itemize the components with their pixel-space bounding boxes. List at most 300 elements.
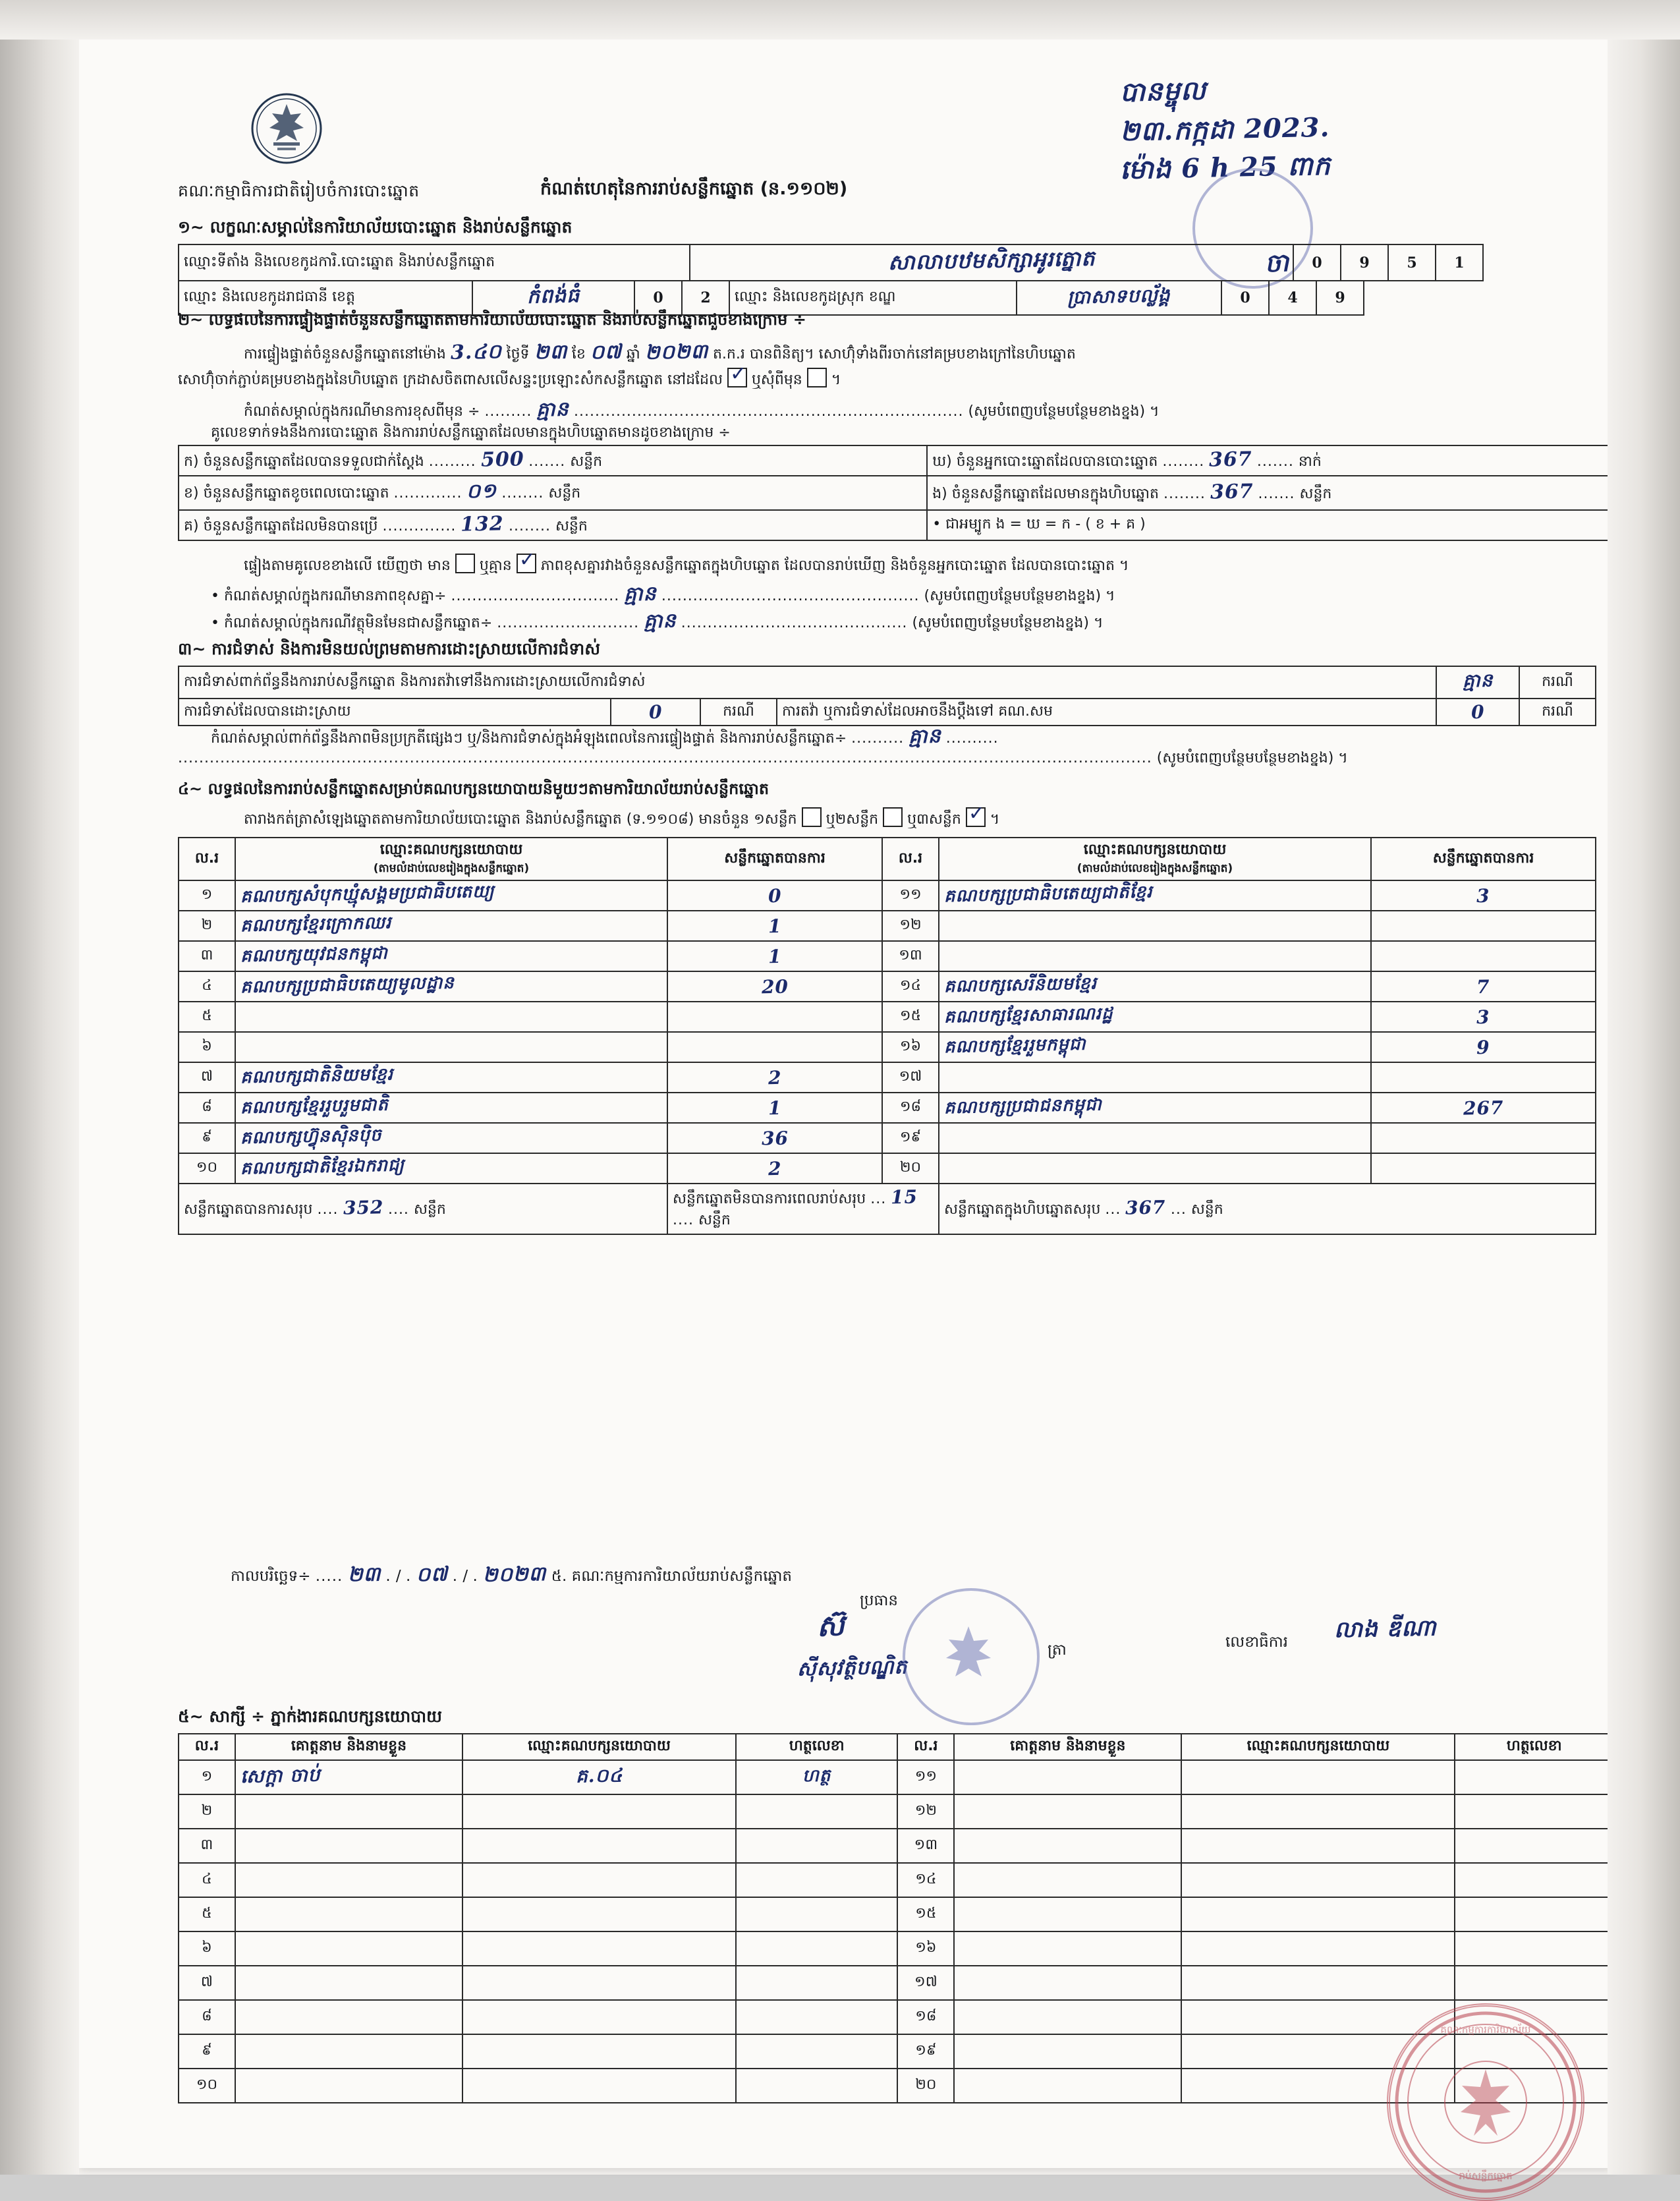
row-no: ៤	[179, 971, 235, 1002]
witness-party	[1181, 1829, 1455, 1863]
witness-name	[954, 2000, 1181, 2034]
tally-two-sheet-label: ឬ២សន្លឹក	[826, 811, 879, 828]
svg-text:រាប់សន្លឹកឆ្នោត: រាប់សន្លឹកឆ្នោត	[1459, 2170, 1513, 2182]
chair-name-handwritten: ស៊ីសុវត្ថិបណ្ឌិត	[797, 1655, 908, 1681]
section-5-heading: ៥~ សាក្សី ÷ ភ្នាក់ងារគណបក្សនយោបាយ	[178, 1707, 442, 1726]
table-row	[179, 1794, 1613, 1829]
witness-party	[462, 1829, 736, 1863]
verify-month-value: ០៧	[590, 340, 622, 364]
figure-a-cell: ក) ចំនួនសន្លឹកឆ្នោតដែលបានទទួលជាក់ស្តែង ......... 500 ....... សន្លឹក	[179, 445, 927, 476]
table-row	[179, 699, 1596, 726]
row-votes: 2	[667, 1153, 882, 1184]
row-votes: 9	[1371, 1032, 1596, 1062]
verify-year-value: ២០២៣	[644, 339, 709, 365]
witness-sign	[736, 1794, 898, 1829]
witness-party	[462, 1863, 736, 1897]
witness-sign: ហត្ថ	[736, 1760, 898, 1794]
red-official-stamp	[1387, 2003, 1584, 2201]
witness-no: ១៧	[897, 1966, 954, 2000]
row-party	[939, 1062, 1371, 1093]
verify-year-label: ឆ្នាំ	[626, 346, 640, 362]
note-difference-tail: (សូមបំពេញបន្ថែមបន្ថែមខាងខ្នង) ។	[968, 403, 1160, 420]
section-4-heading: ៤~ លទ្ធផលនៃការរាប់សន្លឹកឆ្នោតសម្រាប់គណបក្សនយោបាយនិមួយៗតាមការិយាល័យរាប់សន្លឹកឆ្នោត	[178, 780, 770, 798]
section-1-table-wrap	[178, 244, 1484, 316]
table-row	[179, 1093, 1596, 1123]
valid-total-value: 352	[343, 1196, 384, 1219]
header-votes-left: សន្លឹកឆ្នោតបានការ	[667, 838, 882, 880]
invalid-total-label: សន្លឹកឆ្នោតមិនបានការពេលរាប់សរុប	[673, 1191, 866, 1207]
row-party	[939, 1123, 1371, 1153]
objection-main-label: ការជំទាស់ពាក់ព័ន្ធនឹងការរាប់សន្លឹកឆ្នោត និងការតវ៉ាទៅនឹងការដោះស្រាយលើការជំទាស់	[179, 666, 1436, 699]
row-no: ១៧	[882, 1062, 939, 1093]
witness-sign	[1455, 1966, 1613, 2000]
row-no: ៩	[179, 1123, 235, 1153]
header-party-right	[939, 838, 1371, 880]
irregularity-note-tail: ......................................................................................................................................................................................... (សូមបំពេញបន្ថែមបន្ថែមខាងខ្នង) ។	[178, 750, 1348, 766]
table-row	[179, 244, 1483, 281]
district-code-digit-1: 0	[1221, 281, 1269, 315]
header-votes-right: សន្លឹកឆ្នោតបានការ	[1371, 838, 1596, 880]
invalid-total-cell: សន្លឹកឆ្នោតមិនបានការពេលរាប់សរុប ... 15 .... សន្លឹក	[667, 1184, 939, 1234]
row-party: គណបក្សហ៊្វុនស៊ិនប៉ិច	[235, 1123, 667, 1153]
witness-sign	[1455, 1931, 1613, 1966]
table-row	[179, 941, 1596, 971]
header-party-left	[235, 838, 667, 880]
witness-sign	[736, 2069, 898, 2103]
witness-no: ៧	[179, 1966, 235, 2000]
valid-total-label: សន្លឹកឆ្នោតបានការសរុប	[184, 1201, 313, 1218]
chair-label: ប្រធាន	[860, 1592, 898, 1609]
row-no: ១៣	[882, 941, 939, 971]
row-votes: 20	[667, 971, 882, 1002]
section-3-heading: ៣~ ការជំទាស់ និងការមិនយល់ព្រមតាមការដោះស្រាយលើការជំទាស់	[178, 639, 601, 658]
witness-no: ២	[179, 1794, 235, 1829]
row-votes: 1	[667, 911, 882, 941]
row-votes: 267	[1371, 1093, 1596, 1123]
witness-party	[1181, 1794, 1455, 1829]
difference-no-checkbox[interactable]	[517, 554, 536, 573]
row-party: គណបក្សខ្មែររួបរួមជាតិ	[235, 1093, 667, 1123]
difference-statement	[244, 554, 1129, 577]
organization-name: គណៈកម្មាធិការជាតិរៀបចំការបោះឆ្នោត	[178, 181, 420, 200]
row-votes: 3	[1371, 1002, 1596, 1032]
objection-resolved-unit: ករណី	[700, 699, 777, 726]
witness-name	[954, 1794, 1181, 1829]
witness-party	[462, 2000, 736, 2034]
figure-a-label: ចំនួនសន្លឹកឆ្នោតដែលបានទទួលជាក់ស្តែង	[203, 453, 424, 470]
invalid-total-value: 15	[890, 1186, 918, 1209]
difference-note-label: • កំណត់សម្គាល់ក្នុងករណីមានភាពខុសគ្នា÷	[211, 588, 447, 604]
witness-party	[462, 1897, 736, 1931]
seal-same-checkbox[interactable]	[727, 368, 747, 387]
party-results-table	[178, 837, 1596, 1235]
witness-party	[462, 1931, 736, 1966]
witness-name	[235, 1829, 462, 1863]
header-no-left: ល.រ	[179, 838, 235, 880]
secretary-label: លេខាធិការ	[1225, 1634, 1288, 1651]
figure-b-label: ចំនួនសន្លឹកឆ្នោតខូចពេលបោះឆ្នោត	[203, 485, 389, 501]
box-total-label: សន្លឹកឆ្នោតក្នុងហិបឆ្នោតសរុប	[944, 1201, 1101, 1218]
tally-three-sheet-label: ឬ៣សន្លឹក	[907, 811, 961, 828]
row-no: ១៤	[882, 971, 939, 1002]
figure-formula-cell	[927, 510, 1613, 540]
witness-sign	[1455, 1897, 1613, 1931]
figure-b-cell: ខ) ចំនួនសន្លឹកឆ្នោតខូចពេលបោះឆ្នោត ............. ០១ ........ សន្លឹក	[179, 476, 927, 510]
witness-no: ៩	[179, 2034, 235, 2069]
row-party	[939, 941, 1371, 971]
witness-no: ១៨	[897, 2000, 954, 2034]
vote-figures-table	[178, 445, 1614, 541]
table-row	[179, 1062, 1596, 1093]
table-row	[179, 1002, 1596, 1032]
witness-sign	[1455, 1863, 1613, 1897]
stamp-emblem-icon	[922, 1615, 1015, 1696]
station-label: ឈ្មោះទីតាំង និងលេខកូដការិ.បោះឆ្នោត និងរាប់សន្លឹកឆ្នោត	[179, 244, 690, 281]
witness-name	[235, 1897, 462, 1931]
table-row	[179, 666, 1596, 699]
table-row	[179, 880, 1596, 911]
witness-name	[235, 2000, 462, 2034]
station-code-digit-3: 5	[1388, 244, 1436, 281]
row-party: គណបក្សខ្មែរសាធារណរដ្ឋ	[939, 1002, 1371, 1032]
table-row	[179, 971, 1596, 1002]
district-name-value: ប្រាសាទបល្ល័ង្គ	[1067, 283, 1171, 308]
figures-table-wrap	[178, 445, 1614, 541]
figure-d-label: ចំនួនអ្នកបោះឆ្នោតដែលបានបោះឆ្នោត	[956, 453, 1158, 470]
figure-d-cell: ឃ) ចំនួនអ្នកបោះឆ្នោតដែលបានបោះឆ្នោត ........ 367 ....... នាក់	[927, 445, 1613, 476]
irregularity-note-label: កំណត់សម្គាល់ពាក់ព័ន្ធនឹងភាពមិនប្រក្រតីផ្សេងៗ ឬ/និងការជំទាស់ក្នុងអំឡុងពេលនៃការផ្ទៀងផ្ទាត់ និងការរាប់សន្លឹកឆ្នោត÷	[211, 730, 847, 747]
paper-sheet	[79, 20, 1614, 2182]
objection-table-wrap	[178, 666, 1596, 726]
witness-party	[1181, 1931, 1455, 1966]
witness-header-sign-left: ហត្ថលេខា	[736, 1734, 898, 1760]
figure-e-label: ចំនួនសន្លឹកឆ្នោតដែលមានក្នុងហិបឆ្នោត	[951, 486, 1159, 502]
witness-name	[954, 1897, 1181, 1931]
note-difference-value: គ្មាន	[536, 397, 570, 422]
station-name-cell	[690, 244, 1293, 281]
row-party: គណបក្សខ្មែររួមកម្ពុជា	[939, 1032, 1371, 1062]
witness-party	[462, 2069, 736, 2103]
seal-diff-checkbox[interactable]	[807, 368, 827, 387]
witness-name	[235, 2034, 462, 2069]
table-row	[179, 476, 1613, 510]
tally-three-sheet-checkbox[interactable]	[966, 807, 986, 827]
valid-total-cell: សន្លឹកឆ្នោតបានការសរុប .... 352 .... សន្លឹក	[179, 1184, 667, 1234]
table-row	[179, 1829, 1613, 1863]
verify-month-label: ខែ	[571, 346, 586, 362]
row-no: ៨	[179, 1093, 235, 1123]
figure-d-unit: នាក់	[1298, 453, 1322, 470]
header-party-left-main: ឈ្មោះគណបក្សនយោបាយ	[379, 842, 523, 858]
station-code-digit-1: 0	[1293, 244, 1341, 281]
figure-b-value: ០១	[466, 479, 497, 503]
date-label: កាលបរិច្ឆេទ÷	[231, 1568, 311, 1585]
box-total-unit: សន្លឹក	[1190, 1201, 1223, 1218]
objection-resolved-label: ការជំទាស់ដែលបានដោះស្រាយ	[179, 699, 611, 726]
table-row	[179, 1760, 1613, 1794]
note-signature: ចា	[1264, 247, 1290, 278]
verify-day-label: ថ្ងៃទី	[506, 346, 530, 362]
nonballot-note-value: គ្មាន	[643, 609, 677, 633]
witness-sign	[1455, 1760, 1613, 1794]
difference-no-label: ឬគ្មាន	[479, 557, 512, 574]
witness-name	[954, 1760, 1181, 1794]
station-code-digit-4: 1	[1436, 244, 1483, 281]
district-code-digit-2: 4	[1269, 281, 1316, 315]
table-row	[179, 1931, 1613, 1966]
witness-name	[235, 1931, 462, 1966]
figure-a-key: ក)	[184, 453, 199, 470]
header-no-right: ល.រ	[882, 838, 939, 880]
irregularity-note-line: កំណត់សម្គាល់ពាក់ព័ន្ធនឹងភាពមិនប្រក្រតីផ្សេងៗ ឬ/និងការជំទាស់ក្នុងអំឡុងពេលនៃការផ្ទៀងផ្ទាត់ និងការរាប់សន្លឹកឆ្នោត÷ .......... គ្មាន ..........	[211, 724, 999, 753]
row-no: ១៩	[882, 1123, 939, 1153]
header-party-left-sub: (តាមលំដាប់លេខរៀងក្នុងសន្លឹកឆ្នោត)	[373, 862, 530, 875]
national-emblem-logo	[247, 92, 326, 165]
scan-shadow-left	[0, 0, 79, 2175]
witness-name	[954, 1966, 1181, 2000]
province-label: ឈ្មោះ និងលេខកូដរាជធានី ខេត្ត	[179, 281, 472, 315]
figure-d-value: 367	[1208, 447, 1253, 472]
witness-no: ១៥	[897, 1897, 954, 1931]
witness-party	[462, 2034, 736, 2069]
figure-a-value: 500	[480, 447, 524, 472]
witness-no: ១៤	[897, 1863, 954, 1897]
figure-b-key: ខ)	[184, 485, 199, 501]
station-name-value: សាលាបឋមសិក្សាអូរត្នោត	[887, 245, 1096, 275]
witness-no: ២០	[897, 2069, 954, 2103]
row-votes: 1	[667, 1093, 882, 1123]
row-party: គណបក្សជាតិនិយមខ្មែរ	[235, 1062, 667, 1093]
verify-time-label: ការផ្ទៀងផ្ទាត់ចំនួនសន្លឹកឆ្នោតនៅម៉ោង	[244, 346, 446, 362]
tally-sheet-count-line: តារាងកត់ត្រាសំឡេងឆ្នោតតាមការិយាល័យបោះឆ្នោត និងរាប់សន្លឹកឆ្នោត (ទ.១១០៨) មានចំនួន ១សន្លឹក ឬ២សន្លឹក ឬ៣សន្លឹក ✓ ។	[244, 807, 999, 831]
objection-appeal-unit: ករណី	[1519, 699, 1596, 726]
difference-note-value: គ្មាន	[623, 582, 658, 606]
witness-no: ៨	[179, 2000, 235, 2034]
witness-sign	[736, 2034, 898, 2069]
row-no: ១៦	[882, 1032, 939, 1062]
witness-no: ១	[179, 1760, 235, 1794]
row-votes	[1371, 1062, 1596, 1093]
date-month-value: ០៧	[416, 1562, 448, 1587]
note-line-1: បានម្ចុល	[1119, 74, 1207, 108]
witness-no: ៣	[179, 1829, 235, 1863]
objection-appeal-value: 0	[1436, 699, 1519, 726]
table-row	[179, 1897, 1613, 1931]
difference-note-line: • កំណត់សម្គាល់ក្នុងករណីមានភាពខុសគ្នា÷ ................................ គ្មាន ................................................. (សូមបំពេញបន្ថែមបន្ថែមខាងខ្នង) ។	[211, 581, 1115, 610]
witness-header-name-right: គោត្តនាម និងនាមខ្លួន	[954, 1734, 1181, 1760]
table-row	[179, 911, 1596, 941]
figure-e-value: 367	[1210, 480, 1254, 504]
table-row	[179, 1153, 1596, 1184]
totals-row	[179, 1184, 1596, 1234]
tally-sheet-count-label: តារាងកត់ត្រាសំឡេងឆ្នោតតាមការិយាល័យបោះឆ្នោត និងរាប់សន្លឹកឆ្នោត (ទ.១១០៨) មានចំនួន ១សន្លឹក	[244, 811, 797, 828]
nonballot-note-line: • កំណត់សម្គាល់ក្នុងករណីវត្ថុមិនមែនជាសន្លឹកឆ្នោត÷ ........................... គ្មាន ........................................... (សូមបំពេញបន្ថែមបន្ថែមខាងខ្នង) ។	[211, 608, 1103, 637]
witness-sign	[736, 1897, 898, 1931]
row-votes	[1371, 911, 1596, 941]
handwritten-receipt-note	[1120, 72, 1331, 187]
witness-name: សេក្តា ចាប់	[235, 1760, 462, 1794]
difference-yes-checkbox[interactable]	[455, 554, 475, 573]
figures-intro: គូលេខទាក់ទងនឹងការបោះឆ្នោត និងការរាប់សន្លឹកឆ្នោតដែលមានក្នុងហិបឆ្នោតមានដូចខាងក្រោម ÷	[211, 424, 731, 441]
row-no: ១	[179, 880, 235, 911]
row-party	[939, 911, 1371, 941]
document-title: កំណត់ហេតុនៃការរាប់សន្លឹកឆ្នោត (ន.១១០២)	[540, 179, 848, 199]
objection-main-value: គ្មាន	[1436, 666, 1519, 699]
row-no: ៧	[179, 1062, 235, 1093]
row-votes: 2	[667, 1062, 882, 1093]
box-total-cell: សន្លឹកឆ្នោតក្នុងហិបឆ្នោតសរុប ... 367 ... សន្លឹក	[939, 1184, 1596, 1234]
row-party: គណបក្សជាតិខ្មែរឯករាជ្យ	[235, 1153, 667, 1184]
witness-name	[954, 2069, 1181, 2103]
station-code-digit-2: 9	[1341, 244, 1388, 281]
figure-c-cell: គ) ចំនួនសន្លឹកឆ្នោតដែលមិនបានប្រើ .............. 132 ........ សន្លឹក	[179, 510, 927, 540]
row-no: ២០	[882, 1153, 939, 1184]
row-votes	[667, 1032, 882, 1062]
witness-party	[1181, 1966, 1455, 2000]
seal-label: ត្រា	[1048, 1642, 1067, 1659]
row-party: គណបក្សយុវជនកម្ពុជា	[235, 941, 667, 971]
figure-formula-key: •	[932, 516, 941, 532]
objection-appeal-label: ការតវ៉ា ឬការជំទាស់ដែលអាចនឹងប្ដឹងទៅ គណ.សម	[777, 699, 1436, 726]
seal-check-line: សោហ៊ុំចាក់ភ្ជាប់គម្របខាងក្នុងនៃហិបឆ្នោត ក្រដាសចិតពាសលើសន្ទះប្រឡោះសំកសន្លឹកឆ្នោត នៅដដែល ✓ ឬសុំពីមុន ។	[178, 368, 841, 391]
row-party: គណបក្សខ្មែរក្រោកឈរ	[235, 911, 667, 941]
section-1-heading: ១~ លក្ខណៈសម្គាល់នៃការិយាល័យបោះឆ្នោត និងរាប់សន្លឹកឆ្នោត	[178, 217, 573, 237]
row-party	[235, 1002, 667, 1032]
witness-no: ១៦	[897, 1931, 954, 1966]
committee-role-label: ៥. គណៈកម្មការការិយាល័យរាប់សន្លឹកឆ្នោត	[551, 1568, 793, 1585]
row-no: ១០	[179, 1153, 235, 1184]
verify-time-value: 3.៤០	[450, 340, 502, 364]
witness-sign	[736, 1966, 898, 2000]
row-votes: 0	[667, 880, 882, 911]
row-votes	[667, 1002, 882, 1032]
secretary-signature: លាង ឌីណា	[1333, 1615, 1437, 1644]
table-row	[179, 1032, 1596, 1062]
seal-diff-label: ឬសុំពីមុន	[751, 372, 802, 388]
polling-station-table	[178, 244, 1484, 281]
table-row	[179, 510, 1613, 540]
table-row	[179, 1863, 1613, 1897]
scan-shadow-right	[1608, 0, 1680, 2175]
verify-day-value: ២៣	[534, 340, 568, 364]
witness-no: ១១	[897, 1760, 954, 1794]
witness-party	[1181, 1760, 1455, 1794]
objection-table	[178, 666, 1596, 726]
row-votes: 7	[1371, 971, 1596, 1002]
figure-a-unit: សន្លឹក	[570, 453, 603, 470]
witness-no: ៤	[179, 1863, 235, 1897]
witness-header-sign-right: ហត្ថលេខា	[1455, 1734, 1613, 1760]
witness-sign	[1455, 1794, 1613, 1829]
witness-party	[462, 1966, 736, 2000]
row-votes	[1371, 1153, 1596, 1184]
figure-e-unit: សន្លឹក	[1299, 486, 1332, 502]
figure-b-unit: សន្លឹក	[548, 485, 581, 501]
witness-header-party-left: ឈ្មោះគណបក្សនយោបាយ	[462, 1734, 736, 1760]
witness-party	[1181, 1897, 1455, 1931]
verify-tail-text: ត.ក.រ បានពិនិត្យ។ សោហ៊ុំទាំងពីរចាក់នៅគម្របខាងក្រៅនៃហិបឆ្នោត	[712, 346, 1076, 362]
witness-name	[954, 1829, 1181, 1863]
row-party: គណបក្សប្រជាធិបតេយ្យជាតិខ្មែរ	[939, 880, 1371, 911]
witness-sign	[736, 1829, 898, 1863]
date-year-value: ២០២៣	[482, 1562, 547, 1587]
witness-sign	[1455, 1829, 1613, 1863]
province-name-value: កំពង់ធំ	[526, 284, 580, 308]
note-difference-line: កំណត់សម្គាល់ក្នុងករណីមានការខុសពីមុន ÷ ......... គ្មាន .......................................................................... (សូមបំពេញបន្ថែមបន្ថែមខាងខ្នង) ។	[244, 397, 1160, 426]
witness-sign	[736, 1931, 898, 1966]
table-row	[179, 1123, 1596, 1153]
witness-party	[462, 1794, 736, 1829]
valid-total-unit: សន្លឹក	[413, 1201, 446, 1218]
row-votes: 3	[1371, 880, 1596, 911]
header-party-right-main: ឈ្មោះគណបក្សនយោបាយ	[1083, 842, 1227, 858]
witness-no: ១៩	[897, 2034, 954, 2069]
row-party: គណបក្សសំបុកឃ្មុំសង្គមប្រជាធិបតេយ្យ	[235, 880, 667, 911]
witness-name	[235, 1863, 462, 1897]
row-no: ២	[179, 911, 235, 941]
witness-header-no-left: ល.រ	[179, 1734, 235, 1760]
witness-name	[954, 2034, 1181, 2069]
table-row	[179, 1966, 1613, 2000]
table-row	[179, 445, 1613, 476]
note-difference-label: កំណត់សម្គាល់ក្នុងករណីមានការខុសពីមុន ÷	[244, 403, 480, 420]
chair-signature: ស៊	[816, 1608, 845, 1644]
row-party	[939, 1153, 1371, 1184]
figure-e-cell: ង) ចំនួនសន្លឹកឆ្នោតដែលមានក្នុងហិបឆ្នោត ........ 367 ....... សន្លឹក	[927, 476, 1613, 510]
witness-name	[235, 1966, 462, 2000]
witness-no: ១០	[179, 2069, 235, 2103]
figure-d-key: ឃ)	[932, 453, 952, 470]
witness-header-no-right: ល.រ	[897, 1734, 954, 1760]
row-votes: 1	[667, 941, 882, 971]
table-header-row	[179, 838, 1596, 880]
row-no: ៥	[179, 1002, 235, 1032]
objection-resolved-value: 0	[611, 699, 700, 726]
witness-header-name-left: គោត្តនាម និងនាមខ្លួន	[235, 1734, 462, 1760]
nonballot-note-label: • កំណត់សម្គាល់ក្នុងករណីវត្ថុមិនមែនជាសន្លឹកឆ្នោត÷	[211, 615, 493, 631]
table-header-row	[179, 1734, 1613, 1760]
tally-two-sheet-checkbox[interactable]	[883, 807, 903, 827]
difference-statement-label: ផ្ទៀងតាមគូលេខខាងលើ យើញថា មាន	[244, 557, 451, 574]
witness-party	[1181, 1863, 1455, 1897]
district-code-digit-3: 9	[1316, 281, 1364, 315]
box-total-value: 367	[1125, 1196, 1167, 1219]
witness-no: ៥	[179, 1897, 235, 1931]
row-party: គណបក្សប្រជាធិបតេយ្យមូលដ្ឋាន	[235, 971, 667, 1002]
row-party	[235, 1032, 667, 1062]
figure-formula-label: ជាអម្បូក ង = ឃ = ក - ( ខ + គ )	[945, 516, 1146, 532]
nonballot-note-tail: (សូមបំពេញបន្ថែមបន្ថែមខាងខ្នង) ។	[912, 615, 1104, 631]
figure-c-key: គ)	[184, 518, 199, 534]
district-label: ឈ្មោះ និងលេខកូដស្រុក ខណ្ឌ	[729, 281, 1017, 315]
witness-name	[954, 1931, 1181, 1966]
tally-one-sheet-checkbox[interactable]	[802, 807, 822, 827]
objection-main-unit: ករណី	[1519, 666, 1596, 699]
difference-note-tail: (សូមបំពេញបន្ថែមបន្ថែមខាងខ្នង) ។	[924, 588, 1115, 604]
figure-c-label: ចំនួនសន្លឹកឆ្នោតដែលមិនបានប្រើ	[203, 518, 378, 534]
witness-name	[235, 2069, 462, 2103]
irregularity-note-value: គ្មាន	[908, 724, 942, 749]
results-table-wrap	[178, 837, 1596, 1235]
row-no: ៦	[179, 1032, 235, 1062]
note-line-3: ម៉ោង 6 h 25 ពាក	[1119, 150, 1331, 186]
row-no: ១១	[882, 880, 939, 911]
date-day-value: ២៣	[347, 1562, 381, 1587]
witness-sign	[736, 2000, 898, 2034]
row-party: គណបក្សប្រជាជនកម្ពុជា	[939, 1093, 1371, 1123]
witness-party: គ.០៤	[462, 1760, 736, 1794]
district-name-cell	[1017, 281, 1221, 315]
